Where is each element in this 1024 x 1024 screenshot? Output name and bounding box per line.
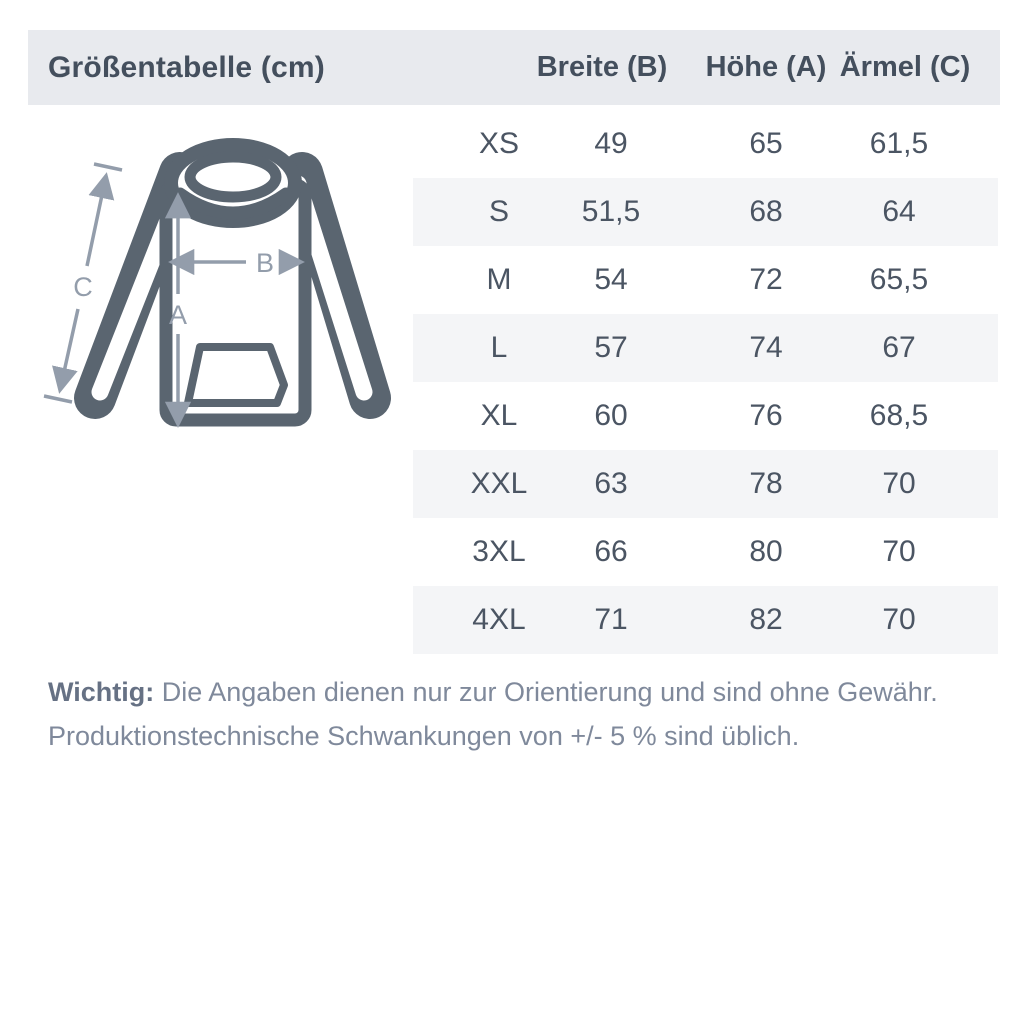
table-row	[413, 246, 998, 314]
row-size-label: XS	[478, 127, 520, 160]
row-size-label: 3XL	[472, 535, 526, 568]
hoodie-hood	[171, 145, 295, 221]
row-aermel-value: 64	[882, 195, 916, 228]
row-size-label: L	[490, 331, 508, 364]
disclaimer-line2: Produktionstechnische Schwankungen von +/- 5 % sind üblich.	[48, 721, 800, 751]
hoodie-pocket	[188, 347, 284, 403]
column-header-breite: Breite (B)	[536, 51, 668, 83]
row-size-label: S	[488, 195, 510, 228]
measure-label-a: A	[168, 300, 188, 330]
row-size-label: 4XL	[472, 603, 526, 636]
row-hoehe-value: 65	[749, 127, 783, 160]
disclaimer-line1: Die Angaben dienen nur zur Orientierung und sind ohne Gewähr.	[154, 677, 938, 707]
row-aermel-value: 67	[882, 331, 916, 364]
row-size-label: XXL	[470, 467, 528, 500]
row-hoehe-value: 78	[749, 467, 783, 500]
measure-label-b: B	[255, 248, 275, 278]
row-hoehe-value: 80	[749, 535, 783, 568]
table-row	[413, 314, 998, 382]
table-row	[413, 178, 998, 246]
page-title: Größentabelle (cm)	[48, 51, 325, 84]
row-hoehe-value: 72	[749, 263, 783, 296]
row-breite-value: 54	[594, 263, 628, 296]
row-breite-value: 63	[594, 467, 628, 500]
table-row	[413, 518, 998, 586]
row-aermel-value: 68,5	[869, 399, 929, 432]
row-breite-value: 60	[594, 399, 628, 432]
column-header-hoehe: Höhe (A)	[705, 51, 827, 83]
size-table-body	[413, 110, 998, 654]
row-aermel-value: 70	[882, 535, 916, 568]
row-breite-value: 66	[594, 535, 628, 568]
row-breite-value: 71	[594, 603, 628, 636]
row-aermel-value: 70	[882, 603, 916, 636]
table-row	[413, 586, 998, 654]
row-breite-value: 57	[594, 331, 628, 364]
row-hoehe-value: 76	[749, 399, 783, 432]
disclaimer	[48, 670, 978, 758]
hoodie-measurement-diagram	[40, 128, 420, 448]
row-hoehe-value: 74	[749, 331, 783, 364]
row-breite-value: 49	[594, 127, 628, 160]
row-size-label: XL	[480, 399, 518, 432]
table-row	[413, 110, 998, 178]
table-row	[413, 450, 998, 518]
row-hoehe-value: 82	[749, 603, 783, 636]
column-header-aermel: Ärmel (C)	[839, 51, 971, 83]
table-header-bar	[28, 30, 1000, 105]
row-size-label: M	[486, 263, 512, 296]
table-row	[413, 382, 998, 450]
row-aermel-value: 61,5	[869, 127, 929, 160]
disclaimer-label: Wichtig:	[48, 677, 155, 707]
measure-label-c: C	[73, 272, 93, 302]
row-aermel-value: 65,5	[869, 263, 929, 296]
row-aermel-value: 70	[882, 467, 916, 500]
row-breite-value: 51,5	[581, 195, 641, 228]
row-hoehe-value: 68	[749, 195, 783, 228]
